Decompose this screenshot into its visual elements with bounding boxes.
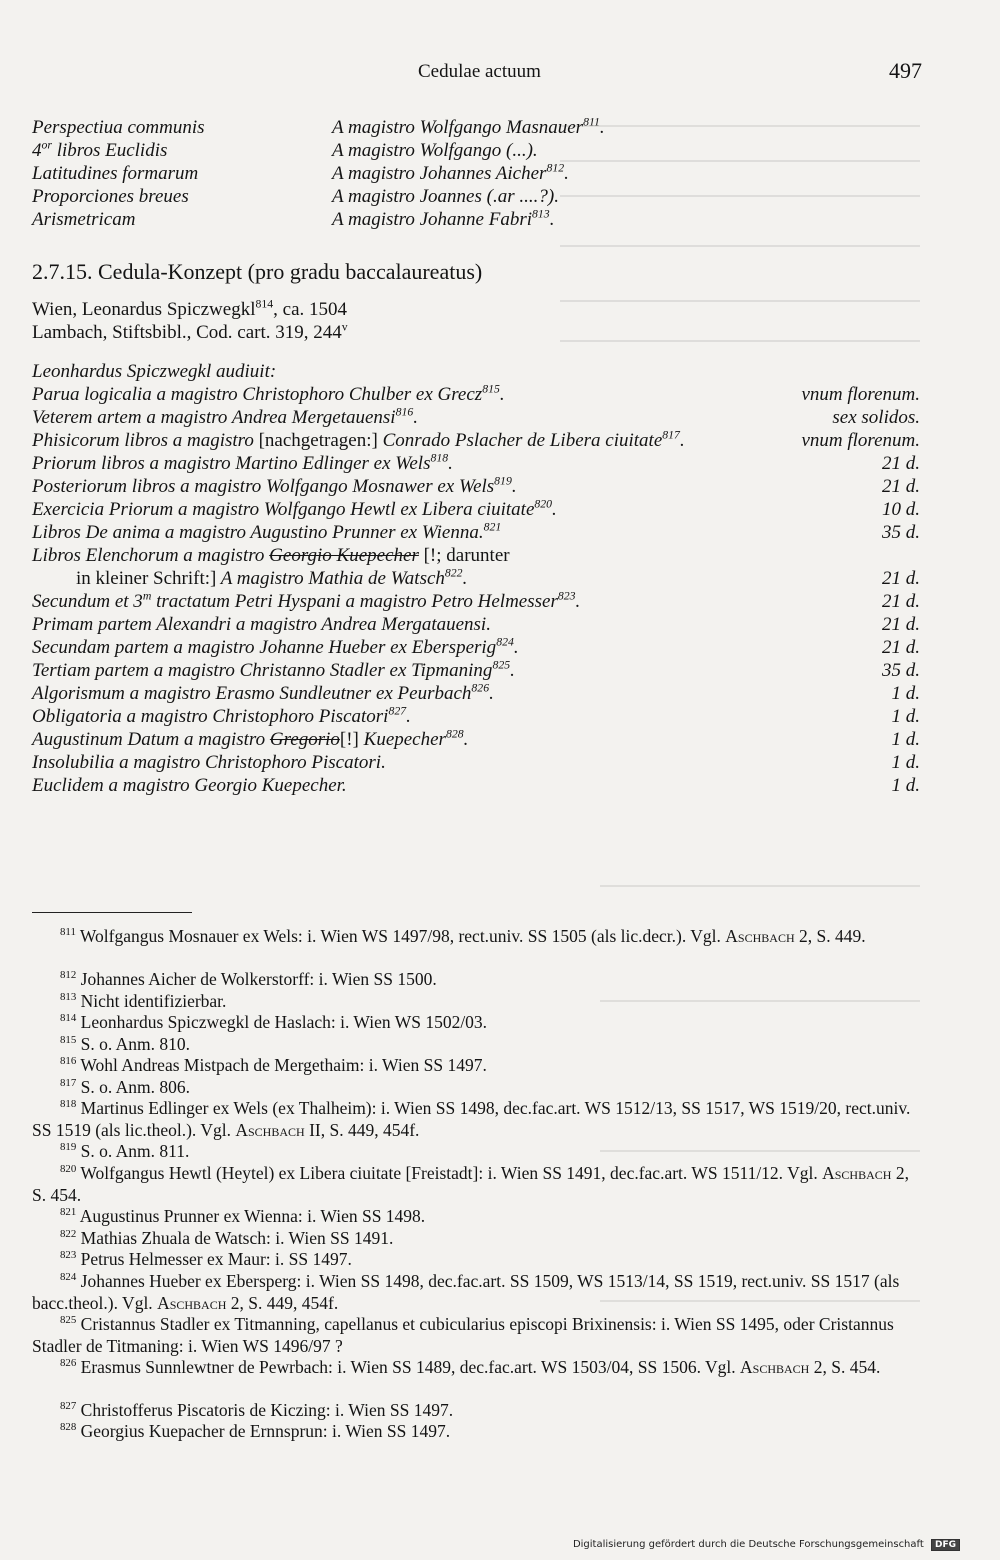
dfg-logo-icon: DFG: [931, 1539, 960, 1551]
entry-amount: 1 d.: [891, 729, 920, 750]
footnote: $^{822}$ Mathias Zhuala de Watsch: i. Wien SS 1491.: [60, 1228, 394, 1248]
subject-label: Perspectiua communis: [32, 117, 205, 138]
entry-text: Secundum et 3$^m$ tractatum Petri Hyspani a magistro Petro Helmesser$^{823}$.: [32, 589, 581, 612]
entry-amount: 1 d.: [891, 683, 920, 704]
subject-label: $4^{or}$ libros Euclidis: [32, 138, 168, 161]
footnote: $^{812}$ Johannes Aicher de Wolkerstorff: i. Wien SS 1500.: [60, 969, 437, 989]
entry-text: Libros De anima a magistro Augustino Prunner ex Wienna.$^{821}$: [32, 520, 502, 543]
entry-text: Primam partem Alexandri a magistro Andrea Mergatauensi.: [32, 614, 491, 635]
subject-label: Arismetricam: [32, 209, 136, 230]
entry-amount: 21 d.: [882, 476, 920, 497]
entry-text: Algorismum a magistro Erasmo Sundleutner ex Peurbach$^{826}$.: [32, 681, 494, 704]
entry-amount: vnum florenum.: [801, 384, 920, 405]
source-line: Wien, Leonardus Spiczwegkl$^{814}$, ca. 1504: [32, 297, 348, 320]
footnote: $^{827}$ Christofferus Piscatoris de Kiczing: i. Wien SS 1497.: [60, 1400, 454, 1420]
section-title: 2.7.15. Cedula-Konzept (pro gradu baccalaureatus): [32, 259, 483, 284]
footnote: $^{828}$ Georgius Kuepacher de Ernnsprun: i. Wien SS 1497.: [60, 1421, 451, 1441]
entry-amount: vnum florenum.: [801, 430, 920, 451]
entry-text: Obligatoria a magistro Christophoro Piscatori$^{827}$.: [32, 704, 411, 727]
footnote: $^{813}$ Nicht identifizierbar.: [60, 991, 227, 1011]
entry-amount: 1 d.: [891, 752, 920, 773]
entry-amount: 21 d.: [882, 637, 920, 658]
entry-amount: 21 d.: [882, 453, 920, 474]
footnote: $^{816}$ Wohl Andreas Mistpach de Mergethaim: i. Wien SS 1497.: [60, 1055, 487, 1075]
entry-text: Priorum libros a magistro Martino Edlinger ex Wels$^{818}$.: [32, 451, 453, 474]
footnote: $^{819}$ S. o. Anm. 811.: [60, 1141, 190, 1161]
entry-text: Insolubilia a magistro Christophoro Piscatori.: [32, 752, 386, 773]
footnote: $^{818}$ Martinus Edlinger ex Wels (ex Thalheim): i. Wien SS 1498, dec.fac.art. WS 1512/13, SS 1517, WS 1519/20, rect.univ. SS 1519 (als lic.theol.). Vgl. Aschbach II, S. 449, 454f.: [32, 1098, 911, 1140]
entry-text: Parua logicalia a magistro Christophoro Chulber ex Grecz$^{815}$.: [32, 382, 505, 405]
entry-text: Augustinum Datum a magistro Gregorio[!] Kuepecher$^{828}$.: [32, 727, 469, 750]
entry-text: Phisicorum libros a magistro [nachgetragen:] Conrado Pslacher de Libera ciuitate$^{817}$.: [32, 428, 685, 451]
master-label: A magistro Wolfgango Masnauer$^{811}$.: [332, 115, 605, 138]
master-label: A magistro Johannes Aicher$^{812}$.: [332, 161, 569, 184]
master-label: A magistro Johanne Fabri$^{813}$.: [332, 207, 555, 230]
entry-text: Veterem artem a magistro Andrea Mergetauensi$^{816}$.: [32, 405, 418, 428]
entry-text: Exercicia Priorum a magistro Wolfgango Hewtl ex Libera ciuitate$^{820}$.: [32, 497, 557, 520]
entry-text-continued: in kleiner Schrift:] A magistro Mathia de Watsch$^{822}$.: [76, 566, 468, 589]
footnote: $^{817}$ S. o. Anm. 806.: [60, 1077, 191, 1097]
footnote: $^{814}$ Leonhardus Spiczwegkl de Haslach: i. Wien WS 1502/03.: [60, 1012, 488, 1032]
entry-amount: 10 d.: [882, 499, 920, 520]
entry-text: Euclidem a magistro Georgio Kuepecher.: [32, 775, 347, 796]
digitization-credit: Digitalisierung gefördert durch die Deutsche Forschungsgemeinschaft DFG: [573, 1539, 960, 1551]
entry-amount: 21 d.: [882, 568, 920, 589]
entry-amount: 21 d.: [882, 591, 920, 612]
entry-text: Tertiam partem a magistro Christanno Stadler ex Tipmaning$^{825}$.: [32, 658, 515, 681]
master-label: A magistro Joannes (.ar ....?).: [332, 186, 559, 207]
subject-label: Latitudines formarum: [32, 163, 199, 184]
footnote: $^{811}$ Wolfgangus Mosnauer ex Wels: i. Wien WS 1497/98, rect.univ. SS 1505 (als lic.decr.). Vgl. Aschbach 2, S. 449.: [60, 926, 866, 946]
subject-label: Proporciones breues: [32, 186, 189, 207]
entry-amount: 21 d.: [882, 614, 920, 635]
entry-amount: 1 d.: [891, 775, 920, 796]
entry-amount: 35 d.: [882, 660, 920, 681]
manuscript-line: Lambach, Stiftsbibl., Cod. cart. 319, 244$^v$: [32, 320, 348, 343]
entry-text: Secundam partem a magistro Johanne Hueber ex Ebersperig$^{824}$.: [32, 635, 519, 658]
entry-amount: 35 d.: [882, 522, 920, 543]
entry-intro: Leonhardus Spiczwegkl audiuit:: [32, 361, 277, 382]
footnote: $^{821}$ Augustinus Prunner ex Wienna: i. Wien SS 1498.: [60, 1206, 426, 1226]
footnote-rule: [32, 912, 192, 913]
footnote: $^{815}$ S. o. Anm. 810.: [60, 1034, 191, 1054]
entry-amount: 1 d.: [891, 706, 920, 727]
entry-text: Posteriorum libros a magistro Wolfgango Mosnawer ex Wels$^{819}$.: [32, 474, 517, 497]
master-label: A magistro Wolfgango (...).: [332, 140, 538, 161]
footnote: $^{824}$ Johannes Hueber ex Ebersperg: i. Wien SS 1498, dec.fac.art. SS 1509, WS 1513/14, SS 1519, rect.univ. SS 1517 (als bacc.theol.). Vgl. Aschbach 2, S. 449, 454f.: [32, 1271, 900, 1313]
footnote: $^{825}$ Cristannus Stadler ex Titmanning, capellanus et cubicularius episcopi Brixinensis: i. Wien SS 1495, oder Cristannus Stadler de Titmaning: i. Wien WS 1496/97 ?: [32, 1314, 894, 1356]
entry-amount: sex solidos.: [832, 407, 920, 428]
footnote: $^{823}$ Petrus Helmesser ex Maur: i. SS 1497.: [60, 1249, 352, 1269]
footnote: $^{820}$ Wolfgangus Hewtl (Heytel) ex Libera ciuitate [Freistadt]: i. Wien SS 1491, dec.fac.art. WS 1511/12. Vgl. Aschbach 2, S. 454.: [32, 1163, 909, 1205]
entry-text: Libros Elenchorum a magistro Georgio Kuepecher [!; darunter: [32, 545, 510, 566]
running-title: Cedulae actuum: [418, 61, 541, 82]
footnote: $^{826}$ Erasmus Sunnlewtner de Pewrbach: i. Wien SS 1489, dec.fac.art. WS 1503/04, SS 1506. Vgl. Aschbach 2, S. 454.: [60, 1357, 881, 1377]
page-number: 497: [889, 58, 922, 83]
